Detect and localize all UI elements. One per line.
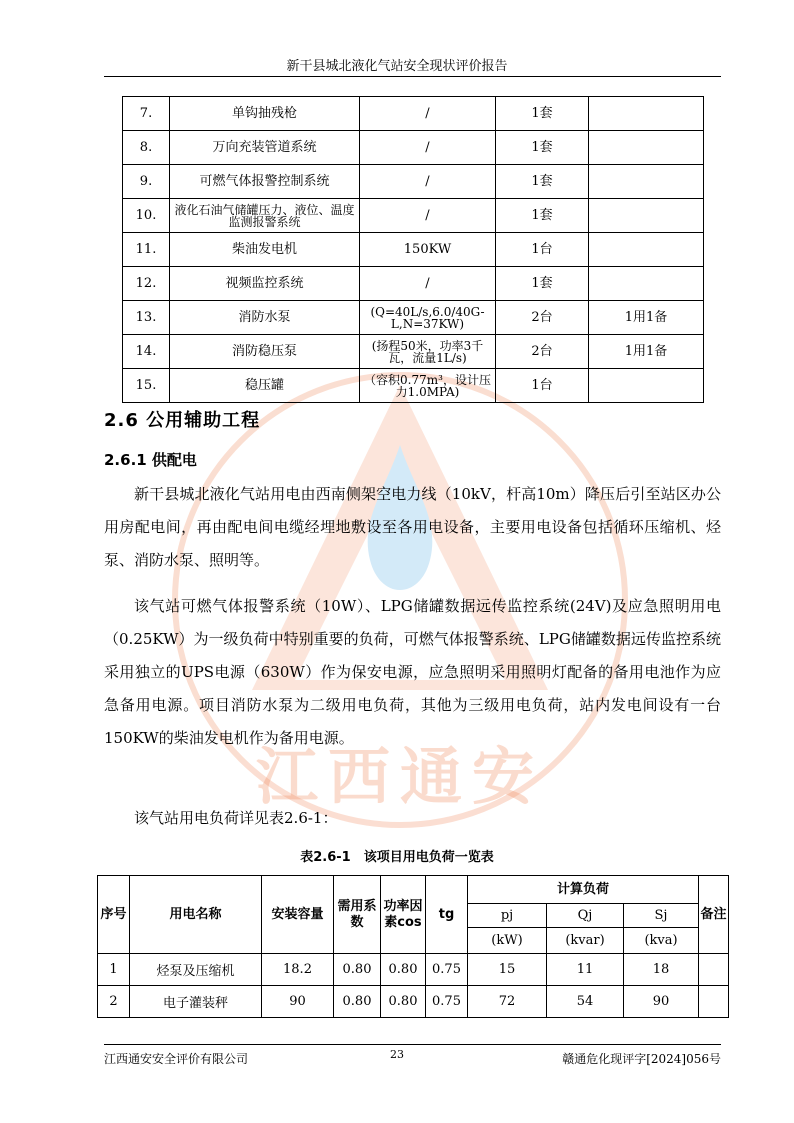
table-row (123, 335, 704, 369)
paragraph-power-source: 新干县城北液化气站用电由西南侧架空电力线（10kV，杆高10m）降压后引至站区办公用房配电间，再由配电间电缆经埋地敷设至各用电设备，主要用电设备包括循环压缩机、烃泵、消防水泵、照明等。 (104, 485, 721, 569)
cell-note (589, 233, 704, 267)
col-header-tg: tg (426, 876, 468, 954)
cell-sj: 90 (624, 986, 699, 1018)
cell-spec: / (360, 199, 496, 233)
page-number: 23 (390, 1048, 404, 1061)
cell-no: 1 (98, 954, 130, 986)
cell-no: 2 (98, 986, 130, 1018)
cell-qj: 54 (547, 986, 624, 1018)
table-row (123, 233, 704, 267)
cell-pj: 72 (468, 986, 547, 1018)
col-header-pj: pj (468, 904, 547, 928)
cell-spec: 150KW (360, 233, 496, 267)
page-header-title: 新干县城北液化气站安全现状评价报告 (286, 59, 508, 74)
cell-qty: 1套 (496, 199, 589, 233)
cell-name: 柴油发电机 (170, 233, 360, 267)
table-row (123, 369, 704, 403)
cell-name: 烃泵及压缩机 (130, 954, 262, 986)
header-divider (104, 76, 721, 77)
cell-capacity: 18.2 (262, 954, 334, 986)
table-row (123, 267, 704, 301)
cell-no: 10. (123, 199, 170, 233)
col-header-calc: 计算负荷 (468, 876, 699, 904)
cell-note (589, 97, 704, 131)
table-row (123, 131, 704, 165)
cell-no: 12. (123, 267, 170, 301)
cell-no: 7. (123, 97, 170, 131)
paragraph-load-class: 该气站可燃气体报警系统（10W）、LPG储罐数据远传监控系统(24V)及应急照明用电（0.25KW）为一级负荷中特别重要的负荷，可燃气体报警系统、LPG储罐数据远传监控系统采用独立的UPS电源（630W）作为保安电源，应急照明采用照明灯配备的备用电池作为应急备用电源。项目消防水泵为二级用电负荷，其他为三级用电负荷，站内发电间设有一台150KW的柴油发电机作为备用电源。 (104, 597, 721, 747)
cell-note (589, 199, 704, 233)
cell-spec: / (360, 267, 496, 301)
col-header-remark: 备注 (699, 876, 729, 954)
cell-no: 13. (123, 301, 170, 335)
cell-spec: / (360, 165, 496, 199)
cell-note (589, 267, 704, 301)
cell-note (589, 131, 704, 165)
cell-qty: 2台 (496, 301, 589, 335)
cell-name: 消防稳压泵 (170, 335, 360, 369)
cell-pf: 0.80 (381, 986, 426, 1018)
table-row (123, 301, 704, 335)
cell-spec: / (360, 97, 496, 131)
cell-note: 1用1备 (589, 301, 704, 335)
equipment-table (122, 96, 704, 403)
cell-name: 消防水泵 (170, 301, 360, 335)
cell-remark (699, 954, 729, 986)
table-row (98, 954, 729, 986)
watermark-text: 江西通安 (255, 740, 545, 813)
cell-spec: (Q=40L/s,6.0/40G-L,N=37KW) (360, 301, 496, 335)
col-unit-pj: (kW) (468, 928, 547, 954)
col-unit-qj: (kvar) (547, 928, 624, 954)
power-load-table (97, 875, 729, 1018)
table-row (123, 199, 704, 233)
cell-no: 15. (123, 369, 170, 403)
col-header-pf: 功率因素cos (381, 876, 426, 954)
cell-demand: 0.80 (334, 986, 381, 1018)
footer-divider (104, 1044, 721, 1045)
cell-qty: 2台 (496, 335, 589, 369)
cell-tg: 0.75 (426, 986, 468, 1018)
col-header-sj: Sj (624, 904, 699, 928)
footer-report-code: 赣通危化现评字[2024]056号 (562, 1052, 721, 1066)
table-row (123, 97, 704, 131)
cell-sj: 18 (624, 954, 699, 986)
cell-note (589, 369, 704, 403)
col-unit-sj: (kva) (624, 928, 699, 954)
cell-qty: 1套 (496, 165, 589, 199)
section-heading: 2.6 公用辅助工程 (104, 410, 261, 431)
cell-demand: 0.80 (334, 954, 381, 986)
cell-qty: 1套 (496, 97, 589, 131)
cell-no: 8. (123, 131, 170, 165)
cell-no: 14. (123, 335, 170, 369)
cell-no: 9. (123, 165, 170, 199)
subsection-heading: 2.6.1 供配电 (104, 451, 197, 469)
cell-qty: 1套 (496, 267, 589, 301)
cell-qj: 11 (547, 954, 624, 986)
table-row (98, 986, 729, 1018)
cell-pf: 0.80 (381, 954, 426, 986)
cell-qty: 1套 (496, 131, 589, 165)
table-row (123, 165, 704, 199)
col-header-demand: 需用系数 (334, 876, 381, 954)
cell-name: 电子灌装秤 (130, 986, 262, 1018)
paragraph-table-ref: 该气站用电负荷详见表2.6-1： (134, 809, 338, 827)
footer-company: 江西通安安全评价有限公司 (104, 1052, 249, 1066)
cell-note: 1用1备 (589, 335, 704, 369)
cell-qty: 1台 (496, 233, 589, 267)
cell-spec: （容积0.77m³，设计压力1.0MPA) (360, 369, 496, 403)
cell-tg: 0.75 (426, 954, 468, 986)
cell-capacity: 90 (262, 986, 334, 1018)
cell-remark (699, 986, 729, 1018)
cell-spec: / (360, 131, 496, 165)
cell-name: 视频监控系统 (170, 267, 360, 301)
col-header-qj: Qj (547, 904, 624, 928)
col-header-name: 用电名称 (130, 876, 262, 954)
cell-qty: 1台 (496, 369, 589, 403)
cell-name: 单钩抽残枪 (170, 97, 360, 131)
col-header-no: 序号 (98, 876, 130, 954)
cell-note (589, 165, 704, 199)
cell-pj: 15 (468, 954, 547, 986)
col-header-capacity: 安装容量 (262, 876, 334, 954)
cell-name: 液化石油气储罐压力、液位、温度监测报警系统 (170, 199, 360, 233)
table-caption: 表2.6-1 该项目用电负荷一览表 (300, 850, 494, 865)
cell-spec: (扬程50米，功率3千瓦，流量1L/s) (360, 335, 496, 369)
cell-name: 万向充装管道系统 (170, 131, 360, 165)
cell-no: 11. (123, 233, 170, 267)
cell-name: 稳压罐 (170, 369, 360, 403)
cell-name: 可燃气体报警控制系统 (170, 165, 360, 199)
